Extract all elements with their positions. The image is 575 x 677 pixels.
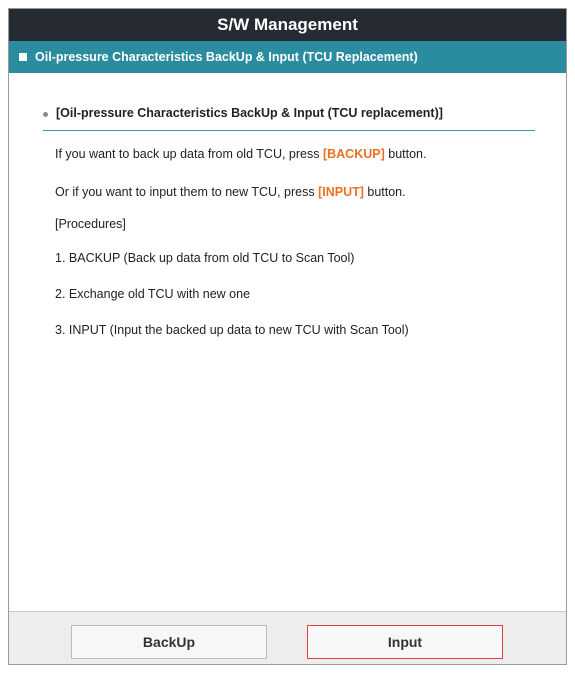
subheader-title: Oil-pressure Characteristics BackUp & Input (TCU Replacement) [35, 50, 418, 64]
dot-bullet-icon [43, 112, 48, 117]
instruction-backup-suffix: button. [384, 147, 427, 161]
window-title: S/W Management [9, 9, 566, 41]
procedure-step-3: 3. INPUT (Input the backed up data to new TCU with Scan Tool) [55, 323, 409, 337]
instruction-input [55, 185, 406, 199]
backup-highlight: [BACKUP] [322, 147, 385, 161]
subheader-bar [9, 41, 566, 73]
section-title: [Oil-pressure Characteristics BackUp & Input (TCU replacement)] [56, 106, 443, 120]
procedure-step-1: 1. BACKUP (Back up data from old TCU to Scan Tool) [55, 251, 355, 265]
section-heading [43, 106, 535, 131]
instruction-backup [55, 147, 426, 161]
content-panel [9, 73, 566, 611]
procedure-step-2: 2. Exchange old TCU with new one [55, 287, 251, 301]
input-button[interactable]: Input [307, 625, 503, 659]
input-highlight: [INPUT] [318, 185, 364, 199]
instruction-input-text: Or if you want to input them to new TCU, press [55, 185, 319, 199]
button-bar [9, 611, 566, 664]
instruction-input-suffix: button. [363, 185, 406, 199]
backup-button[interactable]: BackUp [71, 625, 267, 659]
procedures-label: [Procedures] [55, 217, 126, 231]
square-bullet-icon [19, 53, 27, 61]
sw-management-window [8, 8, 567, 665]
instruction-backup-text: If you want to back up data from old TCU, press [55, 147, 323, 161]
